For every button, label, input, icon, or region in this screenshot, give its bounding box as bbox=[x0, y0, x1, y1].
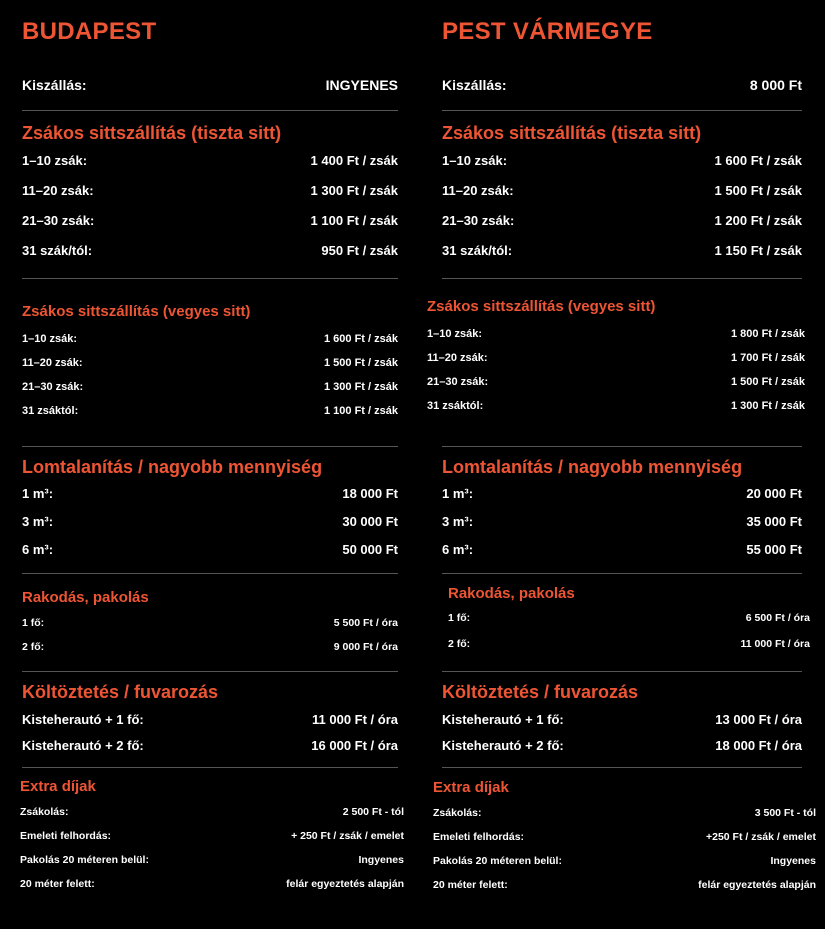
price-label: 1 m³: bbox=[442, 486, 474, 501]
price-label: 2 fő: bbox=[22, 641, 45, 653]
price-value: 1 200 Ft / zsák bbox=[714, 213, 802, 228]
price-row bbox=[22, 176, 398, 206]
price-row bbox=[442, 176, 802, 206]
section-title: Zsákos sittszállítás (vegyes sitt) bbox=[427, 298, 656, 315]
price-label: 1 m³: bbox=[22, 486, 54, 501]
price-label: 31 szák/tól: bbox=[442, 243, 513, 258]
budapest-bags-mixed-section bbox=[22, 301, 398, 423]
price-value: 11 000 Ft / óra bbox=[740, 638, 810, 650]
price-value: 1 600 Ft / zsák bbox=[714, 153, 802, 168]
price-value: 50 000 Ft bbox=[342, 542, 398, 557]
budapest-moving-section bbox=[22, 679, 398, 759]
price-row bbox=[433, 825, 816, 849]
price-label: 3 m³: bbox=[442, 514, 474, 529]
divider bbox=[442, 767, 802, 768]
price-row bbox=[442, 508, 802, 536]
price-label: 11–20 zsák: bbox=[22, 183, 94, 198]
price-value: 18 000 Ft bbox=[342, 486, 398, 501]
price-value: 6 500 Ft / óra bbox=[745, 612, 810, 624]
price-row bbox=[22, 635, 398, 659]
price-value: felár egyeztetés alapján bbox=[698, 879, 816, 891]
price-label: 21–30 zsák: bbox=[427, 376, 489, 388]
section-title: Zsákos sittszállítás (tiszta sitt) bbox=[442, 123, 702, 143]
pest-bags-clean-section bbox=[442, 120, 802, 266]
divider bbox=[22, 446, 398, 447]
budapest-loading-section bbox=[22, 587, 398, 659]
price-row bbox=[22, 480, 398, 508]
budapest-title: BUDAPEST bbox=[22, 18, 157, 45]
section-title: Zsákos sittszállítás (vegyes sitt) bbox=[22, 303, 251, 320]
pest-moving-section bbox=[442, 679, 802, 759]
price-label: Kisteherautó + 2 fő: bbox=[22, 738, 144, 753]
price-row bbox=[20, 872, 404, 896]
price-label: 6 m³: bbox=[442, 542, 474, 557]
price-row bbox=[22, 707, 398, 733]
section-title: Költöztetés / fuvarozás bbox=[22, 682, 219, 702]
price-value: 1 700 Ft / zsák bbox=[731, 352, 805, 364]
price-row bbox=[433, 873, 816, 897]
price-label: 3 m³: bbox=[22, 514, 54, 529]
divider bbox=[442, 573, 802, 574]
price-label: 21–30 zsák: bbox=[22, 213, 95, 228]
price-value: Ingyenes bbox=[358, 854, 404, 866]
price-row bbox=[22, 236, 398, 266]
price-label: Kisteherautó + 2 fő: bbox=[442, 738, 564, 753]
price-label: 31 zsáktól: bbox=[427, 400, 484, 412]
price-label: 1–10 zsák: bbox=[427, 328, 483, 340]
price-value: Ingyenes bbox=[770, 855, 816, 867]
price-label: 1–10 zsák: bbox=[442, 153, 508, 168]
price-row bbox=[442, 707, 802, 733]
price-value: 1 150 Ft / zsák bbox=[714, 243, 802, 258]
divider bbox=[22, 110, 398, 111]
section-title: Lomtalanítás / nagyobb mennyiség bbox=[22, 457, 323, 477]
price-value: 1 300 Ft / zsák bbox=[731, 400, 805, 412]
price-value: 11 000 Ft / óra bbox=[312, 712, 398, 727]
section-title: Lomtalanítás / nagyobb mennyiség bbox=[442, 457, 743, 477]
price-row bbox=[427, 370, 805, 394]
shipping-value: 8 000 Ft bbox=[749, 77, 802, 93]
price-value: 35 000 Ft bbox=[746, 514, 802, 529]
section-title: Zsákos sittszállítás (tiszta sitt) bbox=[22, 123, 282, 143]
price-row bbox=[433, 801, 816, 825]
pest-shipping-row bbox=[442, 77, 802, 93]
price-label: Emeleti felhordás: bbox=[433, 831, 525, 843]
price-label: Zsákolás: bbox=[433, 807, 482, 819]
section-title: Extra díjak bbox=[433, 779, 509, 796]
price-label: 20 méter felett: bbox=[20, 878, 95, 890]
price-row bbox=[427, 322, 805, 346]
price-row bbox=[442, 536, 802, 564]
price-label: 1 fő: bbox=[448, 612, 471, 624]
price-value: 5 500 Ft / óra bbox=[333, 617, 398, 629]
section-title: Rakodás, pakolás bbox=[22, 589, 149, 606]
section-title: Rakodás, pakolás bbox=[448, 585, 575, 602]
price-row bbox=[22, 351, 398, 375]
price-label: Kisteherautó + 1 fő: bbox=[442, 712, 564, 727]
divider bbox=[22, 573, 398, 574]
price-row bbox=[22, 508, 398, 536]
price-label: 11–20 zsák: bbox=[427, 352, 488, 364]
price-value: 55 000 Ft bbox=[746, 542, 802, 557]
price-row bbox=[22, 611, 398, 635]
budapest-extra-section bbox=[20, 776, 404, 896]
price-label: 21–30 zsák: bbox=[442, 213, 515, 228]
price-label: Pakolás 20 méteren belül: bbox=[20, 854, 149, 866]
price-row bbox=[442, 733, 802, 759]
price-value: 1 600 Ft / zsák bbox=[324, 333, 398, 345]
shipping-label: Kiszállás: bbox=[22, 77, 87, 93]
pest-bags-mixed-section bbox=[427, 296, 805, 418]
shipping-value: INGYENES bbox=[325, 77, 398, 93]
price-label: 1–10 zsák: bbox=[22, 333, 78, 345]
price-value: 1 500 Ft / zsák bbox=[324, 357, 398, 369]
price-value: +250 Ft / zsák / emelet bbox=[705, 831, 816, 843]
price-row bbox=[22, 536, 398, 564]
price-label: Pakolás 20 méteren belül: bbox=[433, 855, 562, 867]
price-value: 16 000 Ft / óra bbox=[311, 738, 398, 753]
divider bbox=[22, 671, 398, 672]
section-title: Költöztetés / fuvarozás bbox=[442, 682, 639, 702]
pest-title: PEST VÁRMEGYE bbox=[442, 18, 653, 45]
price-value: 3 500 Ft - tól bbox=[754, 807, 816, 819]
price-label: 31 zsáktól: bbox=[22, 405, 79, 417]
price-row bbox=[448, 631, 810, 657]
price-row bbox=[20, 848, 404, 872]
price-row bbox=[22, 146, 398, 176]
price-label: Kisteherautó + 1 fő: bbox=[22, 712, 144, 727]
price-value: 1 500 Ft / zsák bbox=[731, 376, 805, 388]
divider bbox=[22, 278, 398, 279]
budapest-shipping-row bbox=[22, 77, 398, 93]
shipping-label: Kiszállás: bbox=[442, 77, 507, 93]
price-row bbox=[22, 375, 398, 399]
price-label: Emeleti felhordás: bbox=[20, 830, 112, 842]
budapest-column bbox=[20, 0, 404, 929]
price-row bbox=[427, 394, 805, 418]
price-label: 11–20 zsák: bbox=[22, 357, 83, 369]
price-value: 950 Ft / zsák bbox=[321, 243, 398, 258]
price-label: 20 méter felett: bbox=[433, 879, 508, 891]
price-row bbox=[442, 236, 802, 266]
price-value: 1 500 Ft / zsák bbox=[714, 183, 802, 198]
price-row bbox=[442, 480, 802, 508]
price-label: 1 fő: bbox=[22, 617, 45, 629]
price-row bbox=[22, 327, 398, 351]
price-row bbox=[22, 399, 398, 423]
divider bbox=[442, 110, 802, 111]
budapest-clearance-section bbox=[22, 454, 398, 564]
price-row bbox=[448, 605, 810, 631]
price-value: 1 300 Ft / zsák bbox=[324, 381, 398, 393]
divider bbox=[442, 278, 802, 279]
price-label: 6 m³: bbox=[22, 542, 54, 557]
pest-extra-section bbox=[433, 777, 816, 897]
price-label: 31 szák/tól: bbox=[22, 243, 93, 258]
pest-loading-section bbox=[448, 583, 810, 657]
price-row bbox=[20, 824, 404, 848]
divider bbox=[442, 671, 802, 672]
price-value: 1 100 Ft / zsák bbox=[310, 213, 398, 228]
pest-clearance-section bbox=[442, 454, 802, 564]
price-row bbox=[442, 206, 802, 236]
price-value: 18 000 Ft / óra bbox=[715, 738, 802, 753]
price-row bbox=[433, 849, 816, 873]
price-value: 1 100 Ft / zsák bbox=[324, 405, 398, 417]
price-value: + 250 Ft / zsák / emelet bbox=[291, 830, 404, 842]
price-value: 1 400 Ft / zsák bbox=[310, 153, 398, 168]
price-row bbox=[22, 206, 398, 236]
price-label: Zsákolás: bbox=[20, 806, 69, 818]
price-label: 2 fő: bbox=[448, 638, 471, 650]
price-value: felár egyeztetés alapján bbox=[286, 878, 404, 890]
price-value: 20 000 Ft bbox=[746, 486, 802, 501]
price-value: 1 300 Ft / zsák bbox=[310, 183, 398, 198]
price-label: 21–30 zsák: bbox=[22, 381, 84, 393]
price-label: 1–10 zsák: bbox=[22, 153, 88, 168]
section-title: Extra díjak bbox=[20, 778, 96, 795]
price-value: 1 800 Ft / zsák bbox=[731, 328, 805, 340]
divider bbox=[442, 446, 802, 447]
price-value: 30 000 Ft bbox=[342, 514, 398, 529]
price-label: 11–20 zsák: bbox=[442, 183, 514, 198]
budapest-bags-clean-section bbox=[22, 120, 398, 266]
price-row bbox=[442, 146, 802, 176]
price-row bbox=[427, 346, 805, 370]
price-value: 13 000 Ft / óra bbox=[715, 712, 802, 727]
price-value: 2 500 Ft - tól bbox=[342, 806, 404, 818]
price-value: 9 000 Ft / óra bbox=[333, 641, 398, 653]
pest-column bbox=[427, 0, 816, 929]
price-row bbox=[22, 733, 398, 759]
price-row bbox=[20, 800, 404, 824]
divider bbox=[22, 767, 398, 768]
